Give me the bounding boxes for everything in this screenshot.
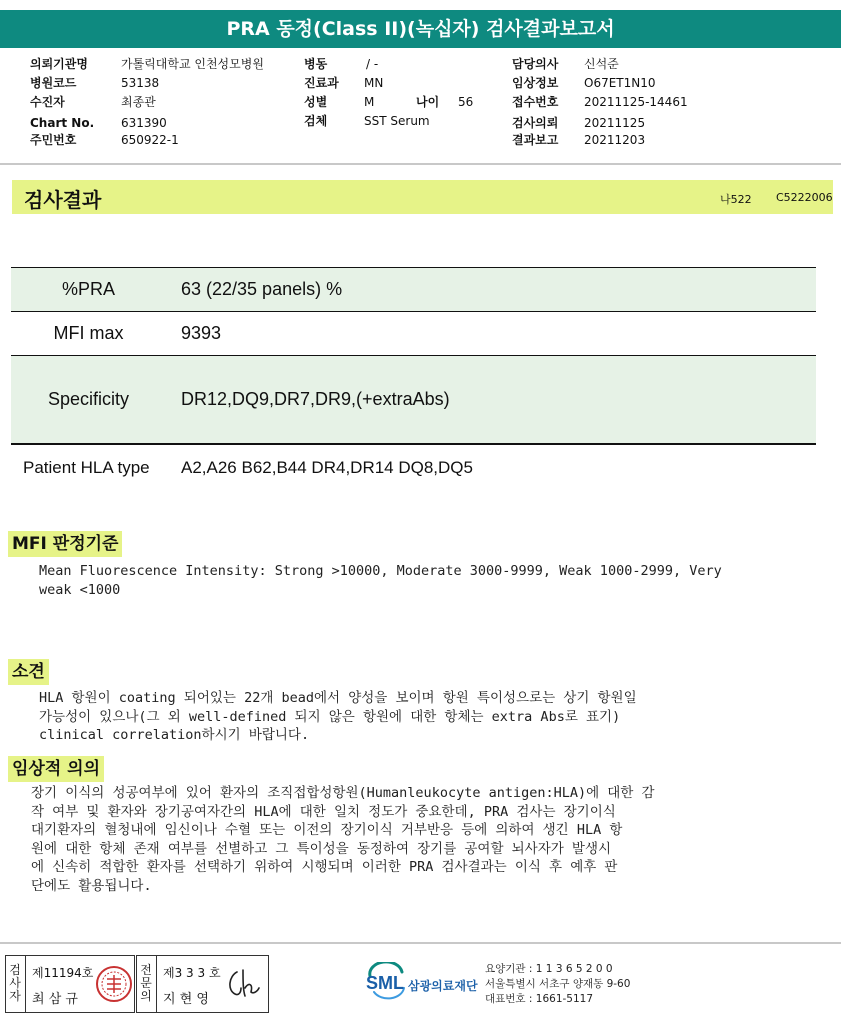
info-label: 병동: [304, 57, 328, 71]
info-label: 임상정보: [512, 76, 559, 90]
divider: [0, 942, 841, 944]
info-value: 최종관: [121, 95, 156, 109]
examiner-stamp: [5, 955, 135, 1013]
sml-logo-text: SML: [366, 973, 404, 993]
info-label: 나이: [416, 95, 440, 109]
clinical-section-title: 임상적 의의: [8, 756, 104, 782]
org-line: 서울특별시 서초구 양재동 9-60: [485, 978, 631, 990]
info-value: SST Serum: [364, 114, 430, 128]
info-label: 의뢰기관명: [30, 57, 88, 71]
mfi-section-title: MFI 판정기준: [8, 531, 122, 557]
report-title: PRA 동정(Class II)(녹십자) 검사결과보고서: [0, 10, 841, 48]
examiner-number: 제11194호: [32, 966, 94, 980]
org-info: [485, 962, 630, 1007]
specialist-stamp: [136, 955, 269, 1013]
table-border: [11, 355, 816, 356]
table-border: [11, 267, 816, 268]
text-line: 단에도 활용됩니다.: [31, 877, 152, 894]
info-label: 검사의뢰: [512, 116, 559, 130]
text-line: 장기 이식의 성공여부에 있어 환자의 조직접합성항원(Humanleukocyte antigen:HLA)에 대한 감: [31, 785, 655, 801]
patient-info: [0, 55, 841, 155]
result-code: C5222006: [776, 191, 833, 204]
text-line: Mean Fluorescence Intensity: Strong >10000, Moderate 3000-9999, Weak 1000-2999, Very: [39, 563, 722, 579]
text-line: clinical correlation하시기 바랍니다.: [39, 727, 310, 743]
row-key: MFI max: [53, 323, 124, 343]
result-header: [12, 180, 833, 214]
examiner-label: 검사자: [9, 963, 21, 1003]
info-label: 주민번호: [30, 133, 77, 147]
text-line: weak <1000: [39, 581, 121, 598]
result-code: 나522: [720, 193, 752, 206]
clinical-text: [31, 784, 831, 895]
org-line: 대표번호 : 1661-5117: [485, 993, 594, 1005]
specialist-label: 전문의: [140, 963, 152, 1003]
stamp-divider: [25, 956, 26, 1012]
text-line: 에 신속히 적합한 환자를 선택하기 위하여 시행되며 이러한 PRA 검사결과는 이식 후 예후 판: [31, 859, 618, 875]
info-label: 성별: [304, 95, 328, 109]
text-line: 작 여부 및 환자와 장기공여자간의 HLA에 대한 일치 정도가 중요한데, PRA 검사는 장기이식: [31, 803, 616, 820]
info-label: 병원코드: [30, 76, 77, 90]
seal-icon: [95, 965, 133, 1003]
info-label: Chart No.: [30, 116, 95, 130]
info-label: 담당의사: [512, 57, 559, 71]
info-value: 20211125: [584, 116, 646, 130]
row-value: 63 (22/35 panels) %: [181, 279, 343, 299]
info-value: 가톨릭대학교 인천성모병원: [121, 57, 264, 71]
table-border: [11, 311, 816, 312]
text-line: 원에 대한 항체 존재 여부를 선별하고 그 특이성을 동정하여 장기를 공여할 뇌사자가 발생시: [31, 840, 612, 857]
result-title: 검사결과: [24, 188, 102, 212]
info-value: O67ET1N10: [584, 76, 656, 90]
info-label: 결과보고: [512, 133, 559, 147]
signature-icon: [223, 966, 263, 1002]
info-value: 53138: [121, 76, 160, 90]
row-value: A2,A26 B62,B44 DR4,DR14 DQ8,DQ5: [181, 458, 473, 477]
table-border: [11, 443, 816, 445]
findings-text: [39, 689, 829, 745]
info-value: M: [364, 95, 375, 109]
info-value: MN: [364, 76, 384, 90]
text-line: HLA 항원이 coating 되어있는 22개 bead에서 양성을 보이며 항원 특이성으로는 상기 항원일: [39, 690, 637, 706]
row-key: Specificity: [47, 389, 130, 409]
findings-section-title: 소견: [8, 659, 49, 685]
info-value: 56: [458, 95, 474, 109]
info-label: 수진자: [30, 95, 65, 109]
info-label: 접수번호: [512, 95, 559, 109]
stamp-divider: [156, 956, 157, 1012]
org-name: 삼광의료재단: [408, 979, 478, 993]
info-value: 20211203: [584, 133, 646, 147]
mfi-text: [39, 562, 829, 599]
text-line: 가능성이 있으나(그 외 well-defined 되지 않은 항원에 대한 항체는 extra Abs로 표기): [39, 708, 621, 725]
row-key: Patient HLA type: [23, 458, 150, 477]
info-value: 631390: [121, 116, 167, 130]
info-label: 검체: [304, 114, 328, 128]
row-value: DR12,DQ9,DR7,DR9,(+extraAbs): [181, 389, 450, 409]
examiner-name: 최 삼 규: [32, 992, 78, 1007]
text-line: 대기환자의 혈청내에 임신이나 수혈 또는 이전의 장기이식 거부반응 등에 의하여 생긴 HLA 항: [31, 822, 623, 838]
row-key: %PRA: [61, 279, 115, 299]
divider: [0, 163, 841, 165]
info-value: 650922-1: [121, 133, 179, 147]
info-value: 신석준: [584, 57, 619, 71]
specialist-number: 제3 3 3 호: [163, 966, 221, 980]
info-value: / -: [366, 57, 379, 71]
info-value: 20211125-14461: [584, 95, 688, 109]
info-label: 진료과: [304, 76, 339, 90]
org-line: 요양기관 : 1 1 3 6 5 2 0 0: [485, 963, 613, 975]
row-value: 9393: [181, 323, 222, 343]
specialist-name: 지 현 영: [163, 992, 209, 1007]
